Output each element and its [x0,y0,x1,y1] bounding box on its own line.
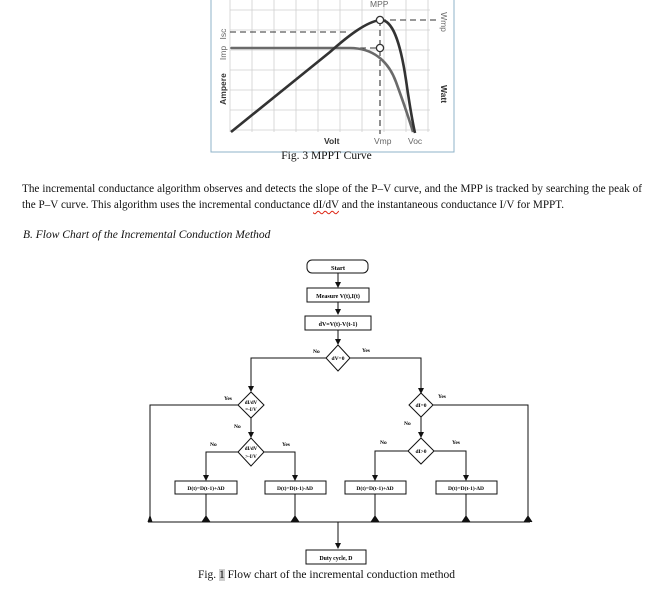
figure-1-caption [0,569,653,581]
caption-figure-number: 1 [219,569,225,581]
imp-label: Imp [218,45,228,61]
volt-axis-title: Volt [324,136,340,146]
didv-eq-no: No [234,424,241,430]
measure-label: Measure V(t),I(t) [316,294,360,300]
vmp-label: Vmp [374,136,392,146]
paragraph-text-1: The incremental conductance algorithm observes and detects the slope of the P–V curve, and the MPP is tracked by searching the peak of the P–V curve. This algorithm uses the incremental conductance [22,183,642,211]
isc-label: Isc [218,28,228,40]
figure-frame [211,0,454,152]
didv-eq-label-1: dI/dV [244,401,258,406]
duty-decrease-label-1: D(t)=D(t-1)-ΔD [277,486,313,492]
didv-gt-yes: Yes [282,442,290,448]
paragraph-text-2: and the instantaneous conductance I/V for MPPT. [338,199,565,211]
paragraph-text-underlined: dI/dV [313,199,339,211]
didv-gt-label-2: >-I/V [245,455,257,460]
didv-eq-label-2: =-I/V [245,408,257,413]
dv-calc-label: dV=V(t)-V(t-1) [318,322,358,328]
didv-gt-label-1: dI/dV [244,447,258,452]
di-zero-label: dI=0 [415,403,427,409]
di-gt-zero-label: dI>0 [415,449,427,455]
dv-zero-yes: Yes [362,348,370,354]
watt-axis-title: Watt [439,84,449,104]
wmp-label: Wmp [439,12,449,32]
start-label: Start [330,265,346,272]
flowchart [0,250,653,570]
section-heading: B. Flow Chart of the Incremental Conduction Method [23,229,271,241]
di-zero-no: No [404,421,411,427]
mppt-curve-figure [0,0,653,160]
duty-increase-label-2: D(t)=D(t-1)+ΔD [356,486,394,492]
duty-decrease-label-2: D(t)=D(t-1)-ΔD [448,486,484,492]
dv-zero-label: dV=0 [331,356,345,362]
caption-text: Flow chart of the incremental conduction method [224,569,456,581]
imp-marker [376,44,383,51]
didv-gt-decision [238,438,264,466]
mpp-marker [376,16,383,23]
di-zero-yes: Yes [438,394,446,400]
duty-cycle-label: Duty cycle, D [319,556,353,562]
didv-gt-no: No [210,442,217,448]
di-gt-zero-yes: Yes [452,440,460,446]
body-paragraph [22,181,642,213]
dv-zero-no: No [313,349,320,355]
mpp-label: MPP [370,0,389,9]
figure-3-caption: Fig. 3 MPPT Curve [281,150,372,162]
caption-prefix: Fig. [197,569,220,581]
di-gt-zero-no: No [380,440,387,446]
ampere-axis-title: Ampere [218,73,228,105]
duty-increase-label-1: D(t)=D(t-1)+ΔD [187,486,225,492]
voc-label: Voc [408,136,423,146]
didv-eq-yes: Yes [224,396,232,402]
